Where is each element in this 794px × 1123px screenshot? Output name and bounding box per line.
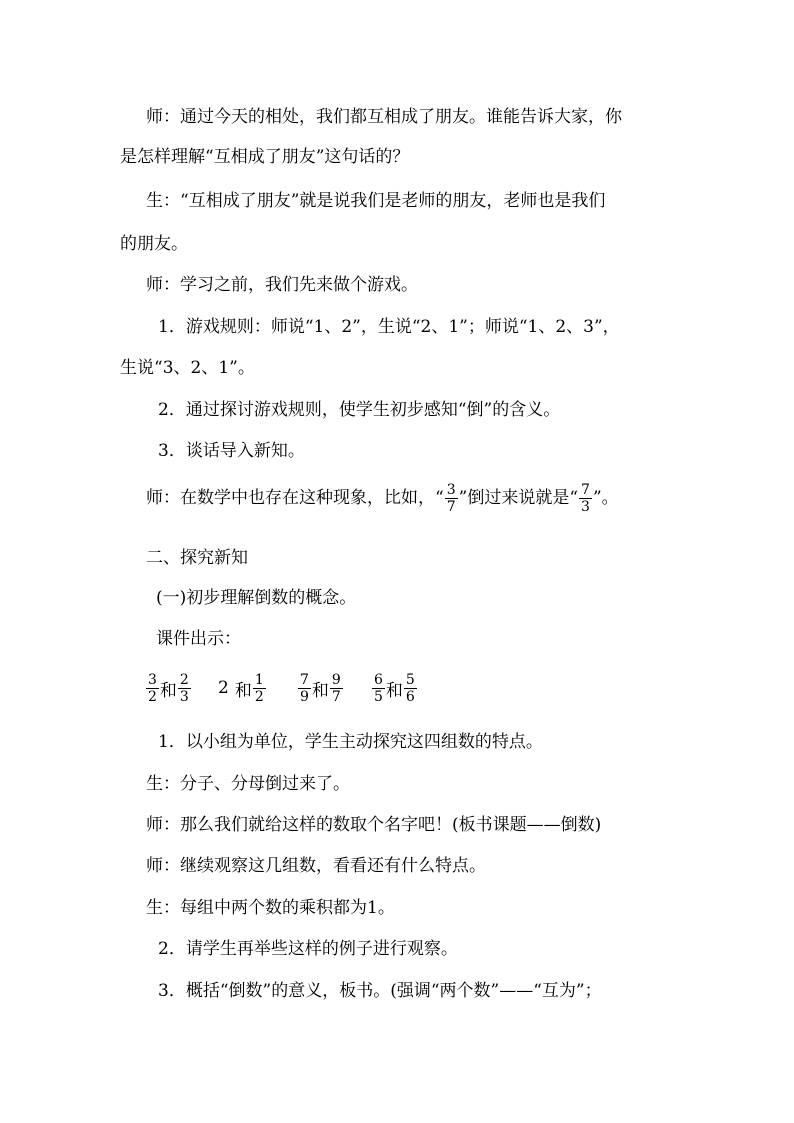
section-title: 二、探究新知 [146, 548, 248, 568]
fraction [178, 672, 191, 705]
denominator: 7 [446, 499, 456, 515]
denominator: 3 [179, 688, 189, 705]
fraction [146, 672, 159, 705]
fraction-group [218, 666, 267, 710]
numerator: 9 [331, 671, 341, 688]
example-text-before: 师：在数学中也存在这种现象，比如，“ [146, 488, 444, 508]
example-line [146, 478, 619, 518]
fraction-group [145, 666, 192, 710]
denominator: 5 [374, 688, 383, 705]
fraction [330, 672, 343, 705]
paragraph-line: 师：继续观察这几组数，看看还有什么特点。 [146, 856, 486, 876]
paragraph-line: 2．请学生再举些这样的例子进行观察。 [158, 939, 458, 959]
fraction [372, 672, 385, 705]
numerator: 2 [179, 671, 189, 688]
fraction [298, 672, 311, 705]
numerator: 5 [405, 671, 415, 688]
paragraph-line: 师：那么我们就给这样的数取个名字吧！(板书课题——倒数) [146, 815, 602, 835]
numerator: 7 [300, 671, 309, 688]
paragraph-line: 3．谈话导入新知。 [158, 441, 305, 461]
fraction [579, 482, 592, 515]
fraction [253, 672, 266, 705]
numerator: 3 [148, 671, 157, 688]
example-text-after: ”。 [592, 488, 619, 508]
paragraph-line: 1．以小组为单位，学生主动探究这四组数的特点。 [158, 732, 543, 752]
paragraph-line: 是怎样理解“互相成了朋友”这句话的？ [120, 147, 410, 167]
paragraph-line: 1．游戏规则：师说“1、2”，生说“2、1”；师说“1、2、3”， [158, 317, 620, 337]
denominator: 2 [148, 688, 157, 705]
numerator: 7 [581, 482, 590, 498]
denominator: 2 [254, 688, 264, 705]
paragraph-line: 师：学习之前，我们先来做个游戏。 [146, 275, 418, 295]
paragraph-line: 生：“互相成了朋友”就是说我们是老师的朋友，老师也是我们 [146, 191, 606, 211]
fraction-group [297, 666, 344, 710]
numerator: 1 [254, 671, 264, 688]
paragraph-line: 生说“3、2、1”。 [120, 358, 255, 378]
paragraph-line: 的朋友。 [120, 234, 188, 254]
fraction-group [371, 666, 418, 710]
fraction [445, 482, 458, 515]
whole-number: 2 [218, 678, 229, 698]
fraction [404, 672, 417, 705]
courseware-label: 课件出示： [156, 629, 241, 649]
denominator: 3 [581, 499, 590, 515]
paragraph-line: 师：通过今天的相处，我们都互相成了朋友。谁能告诉大家，你 [146, 107, 622, 127]
paragraph-line: 2．通过探讨游戏规则，使学生初步感知“倒”的含义。 [158, 400, 561, 420]
paragraph-line: 生：每组中两个数的乘积都为1。 [146, 898, 395, 918]
numerator: 3 [446, 482, 456, 498]
denominator: 7 [331, 688, 341, 705]
numerator: 6 [374, 671, 383, 688]
denominator: 9 [300, 688, 309, 705]
denominator: 6 [405, 688, 415, 705]
subsection-title: (一)初步理解倒数的概念。 [156, 588, 357, 608]
paragraph-line: 生：分子、分母倒过来了。 [146, 774, 350, 794]
conjunction: 和 [385, 680, 403, 701]
example-text-middle: ”倒过来说就是“ [458, 488, 579, 508]
paragraph-line: 3．概括“倒数”的意义，板书。(强调“两个数”——“互为”； [158, 981, 602, 1001]
conjunction: 和 [159, 680, 177, 701]
conjunction: 和 [234, 680, 252, 701]
conjunction: 和 [311, 680, 329, 701]
